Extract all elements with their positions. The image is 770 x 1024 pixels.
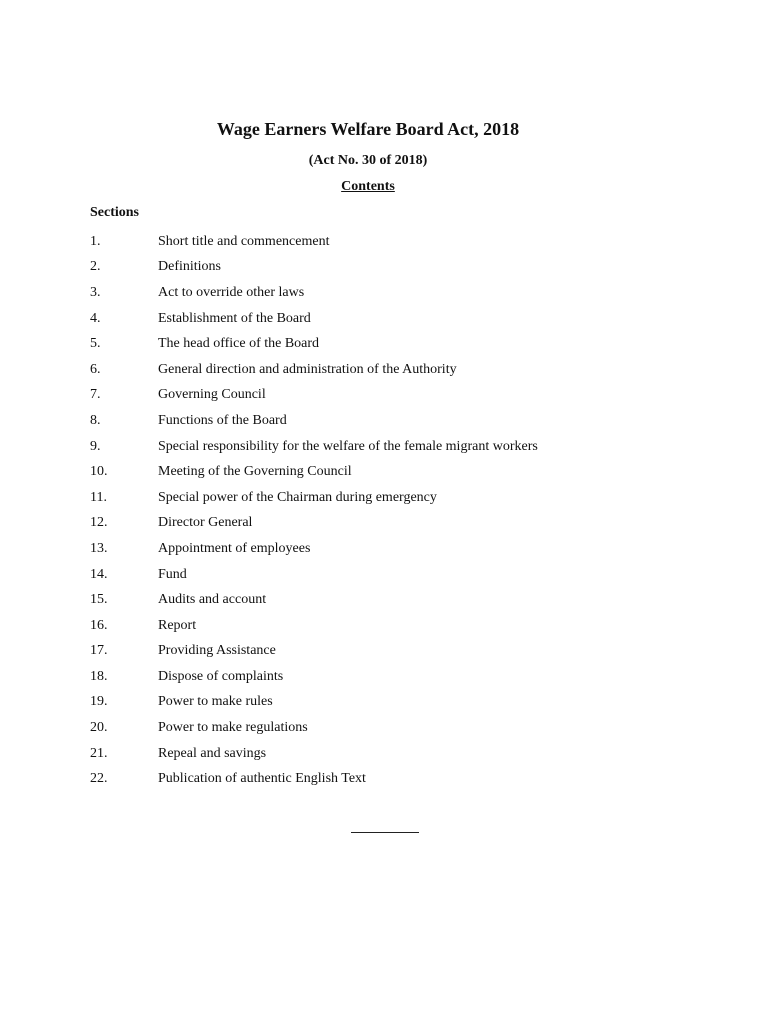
list-item	[90, 408, 690, 434]
act-number: (Act No. 30 of 2018)	[308, 153, 428, 168]
section-title: Special power of the Chairman during emergency	[158, 489, 437, 505]
list-item	[90, 613, 690, 639]
document-title: Wage Earners Welfare Board Act, 2018	[216, 119, 520, 139]
section-number: 17.	[90, 643, 108, 659]
list-item	[90, 741, 690, 767]
end-rule	[351, 832, 419, 833]
list-item	[90, 434, 690, 460]
section-number: 1.	[90, 233, 101, 249]
section-title: Establishment of the Board	[158, 310, 311, 326]
section-title: Power to make regulations	[158, 720, 308, 736]
section-number: 20.	[90, 720, 108, 736]
section-number: 11.	[90, 489, 107, 505]
section-number: 10.	[90, 464, 108, 480]
section-title: Functions of the Board	[158, 412, 287, 428]
list-item	[90, 766, 690, 792]
section-title: Short title and commencement	[158, 233, 330, 249]
section-title: Special responsibility for the welfare of the female migrant workers	[158, 438, 538, 454]
section-number: 18.	[90, 668, 108, 684]
section-number: 15.	[90, 592, 108, 608]
list-item	[90, 229, 690, 255]
section-title: Act to override other laws	[158, 284, 305, 300]
list-item	[90, 639, 690, 665]
section-number: 9.	[90, 438, 101, 454]
list-item	[90, 536, 690, 562]
section-number: 2.	[90, 259, 101, 275]
list-item	[90, 690, 690, 716]
section-title: Dispose of complaints	[158, 668, 284, 684]
sections-heading: Sections	[90, 205, 139, 220]
section-number: 21.	[90, 745, 108, 761]
section-number: 8.	[90, 412, 101, 428]
section-number: 3.	[90, 284, 101, 300]
section-title: Report	[158, 617, 197, 633]
section-title: General direction and administration of the Authority	[158, 361, 457, 377]
list-item	[90, 587, 690, 613]
list-item	[90, 383, 690, 409]
section-number: 12.	[90, 515, 108, 531]
section-title: Power to make rules	[158, 694, 273, 710]
list-item	[90, 280, 690, 306]
list-item	[90, 562, 690, 588]
section-title: Repeal and savings	[158, 745, 267, 761]
section-title: Providing Assistance	[158, 643, 276, 659]
section-number: 5.	[90, 336, 101, 352]
section-title: Audits and account	[158, 592, 267, 608]
section-number: 14.	[90, 566, 108, 582]
section-title: Director General	[158, 515, 253, 531]
section-title: The head office of the Board	[158, 336, 320, 352]
list-item	[90, 459, 690, 485]
section-number: 22.	[90, 771, 108, 787]
section-title: Fund	[158, 566, 187, 582]
section-title: Governing Council	[158, 387, 266, 403]
section-number: 19.	[90, 694, 108, 710]
section-list	[90, 229, 690, 792]
section-title: Definitions	[158, 259, 221, 275]
list-item	[90, 331, 690, 357]
section-number: 16.	[90, 617, 108, 633]
list-item	[90, 664, 690, 690]
list-item	[90, 306, 690, 332]
section-number: 6.	[90, 361, 101, 377]
list-item	[90, 357, 690, 383]
list-item	[90, 511, 690, 537]
list-item	[90, 255, 690, 281]
section-title: Publication of authentic English Text	[158, 771, 366, 787]
list-item	[90, 715, 690, 741]
list-item	[90, 485, 690, 511]
contents-heading: Contents	[341, 179, 395, 194]
section-title: Meeting of the Governing Council	[158, 464, 352, 480]
section-number: 4.	[90, 310, 101, 326]
section-number: 13.	[90, 540, 108, 556]
section-title: Appointment of employees	[158, 540, 311, 556]
section-number: 7.	[90, 387, 101, 403]
